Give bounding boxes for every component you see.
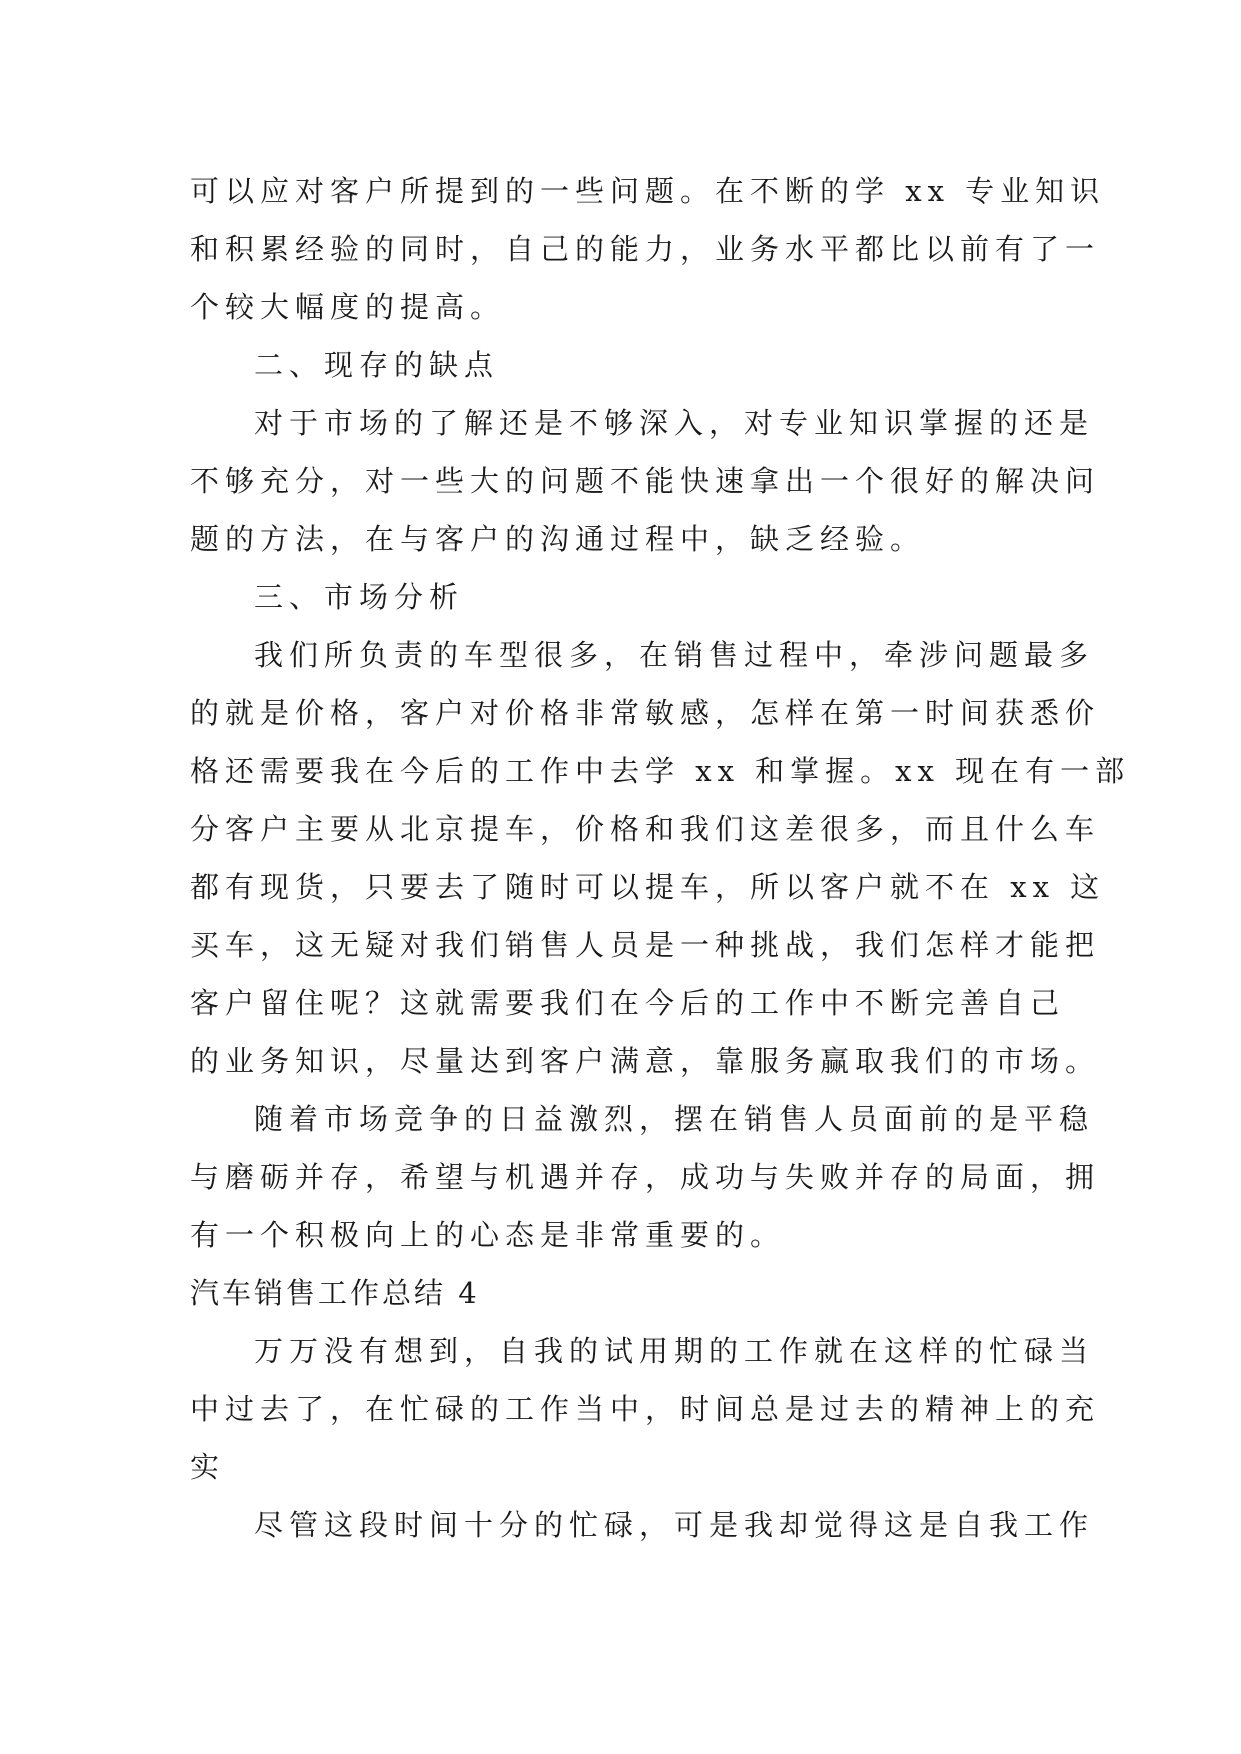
section-heading: 二、现存的缺点	[254, 348, 500, 382]
document-body	[190, 162, 1131, 1554]
text-line: 可以应对客户所提到的一些问题。在不断的学 xx 专业知识	[190, 174, 1106, 208]
text-line: 随着市场竞争的日益激烈，摆在销售人员面前的是平稳	[254, 1102, 1095, 1136]
text-line: 个较大幅度的提高。	[190, 290, 506, 324]
text-line: 万万没有想到，自我的试用期的工作就在这样的忙碌当	[254, 1334, 1095, 1368]
text-line: 有一个积极向上的心态是非常重要的。	[190, 1218, 786, 1252]
text-line: 与磨砺并存，希望与机遇并存，成功与失败并存的局面，拥	[190, 1160, 1101, 1194]
text-line: 我们所负责的车型很多，在销售过程中，牵涉问题最多	[254, 638, 1095, 672]
text-line: 买车，这无疑对我们销售人员是一种挑战，我们怎样才能把	[190, 928, 1101, 962]
text-line: 不够充分，对一些大的问题不能快速拿出一个很好的解决问	[190, 464, 1101, 498]
text-line: 客户留住呢？这就需要我们在今后的工作中不断完善自己	[190, 986, 1066, 1020]
text-line: 实	[190, 1450, 226, 1484]
text-line: 题的方法，在与客户的沟通过程中，缺乏经验。	[190, 522, 926, 556]
text-line: 分客户主要从北京提车，价格和我们这差很多，而且什么车	[190, 812, 1101, 846]
text-line: 的业务知识，尽量达到客户满意，靠服务赢取我们的市场。	[190, 1044, 1101, 1078]
text-line: 都有现货，只要去了随时可以提车，所以客户就不在 xx 这	[190, 870, 1106, 904]
text-line: 格还需要我在今后的工作中去学 xx 和掌握。xx 现在有一部	[190, 754, 1131, 788]
text-line: 和积累经验的同时，自己的能力，业务水平都比以前有了一	[190, 232, 1101, 266]
section-heading: 三、市场分析	[254, 580, 465, 614]
text-line: 尽管这段时间十分的忙碌，可是我却觉得这是自我工作	[254, 1508, 1095, 1542]
text-line: 的就是价格，客户对价格非常敏感，怎样在第一时间获悉价	[190, 696, 1101, 730]
document-title: 汽车销售工作总结 4	[190, 1276, 480, 1310]
text-line: 对于市场的了解还是不够深入，对专业知识掌握的还是	[254, 406, 1095, 440]
text-line: 中过去了，在忙碌的工作当中，时间总是过去的精神上的充	[190, 1392, 1101, 1426]
